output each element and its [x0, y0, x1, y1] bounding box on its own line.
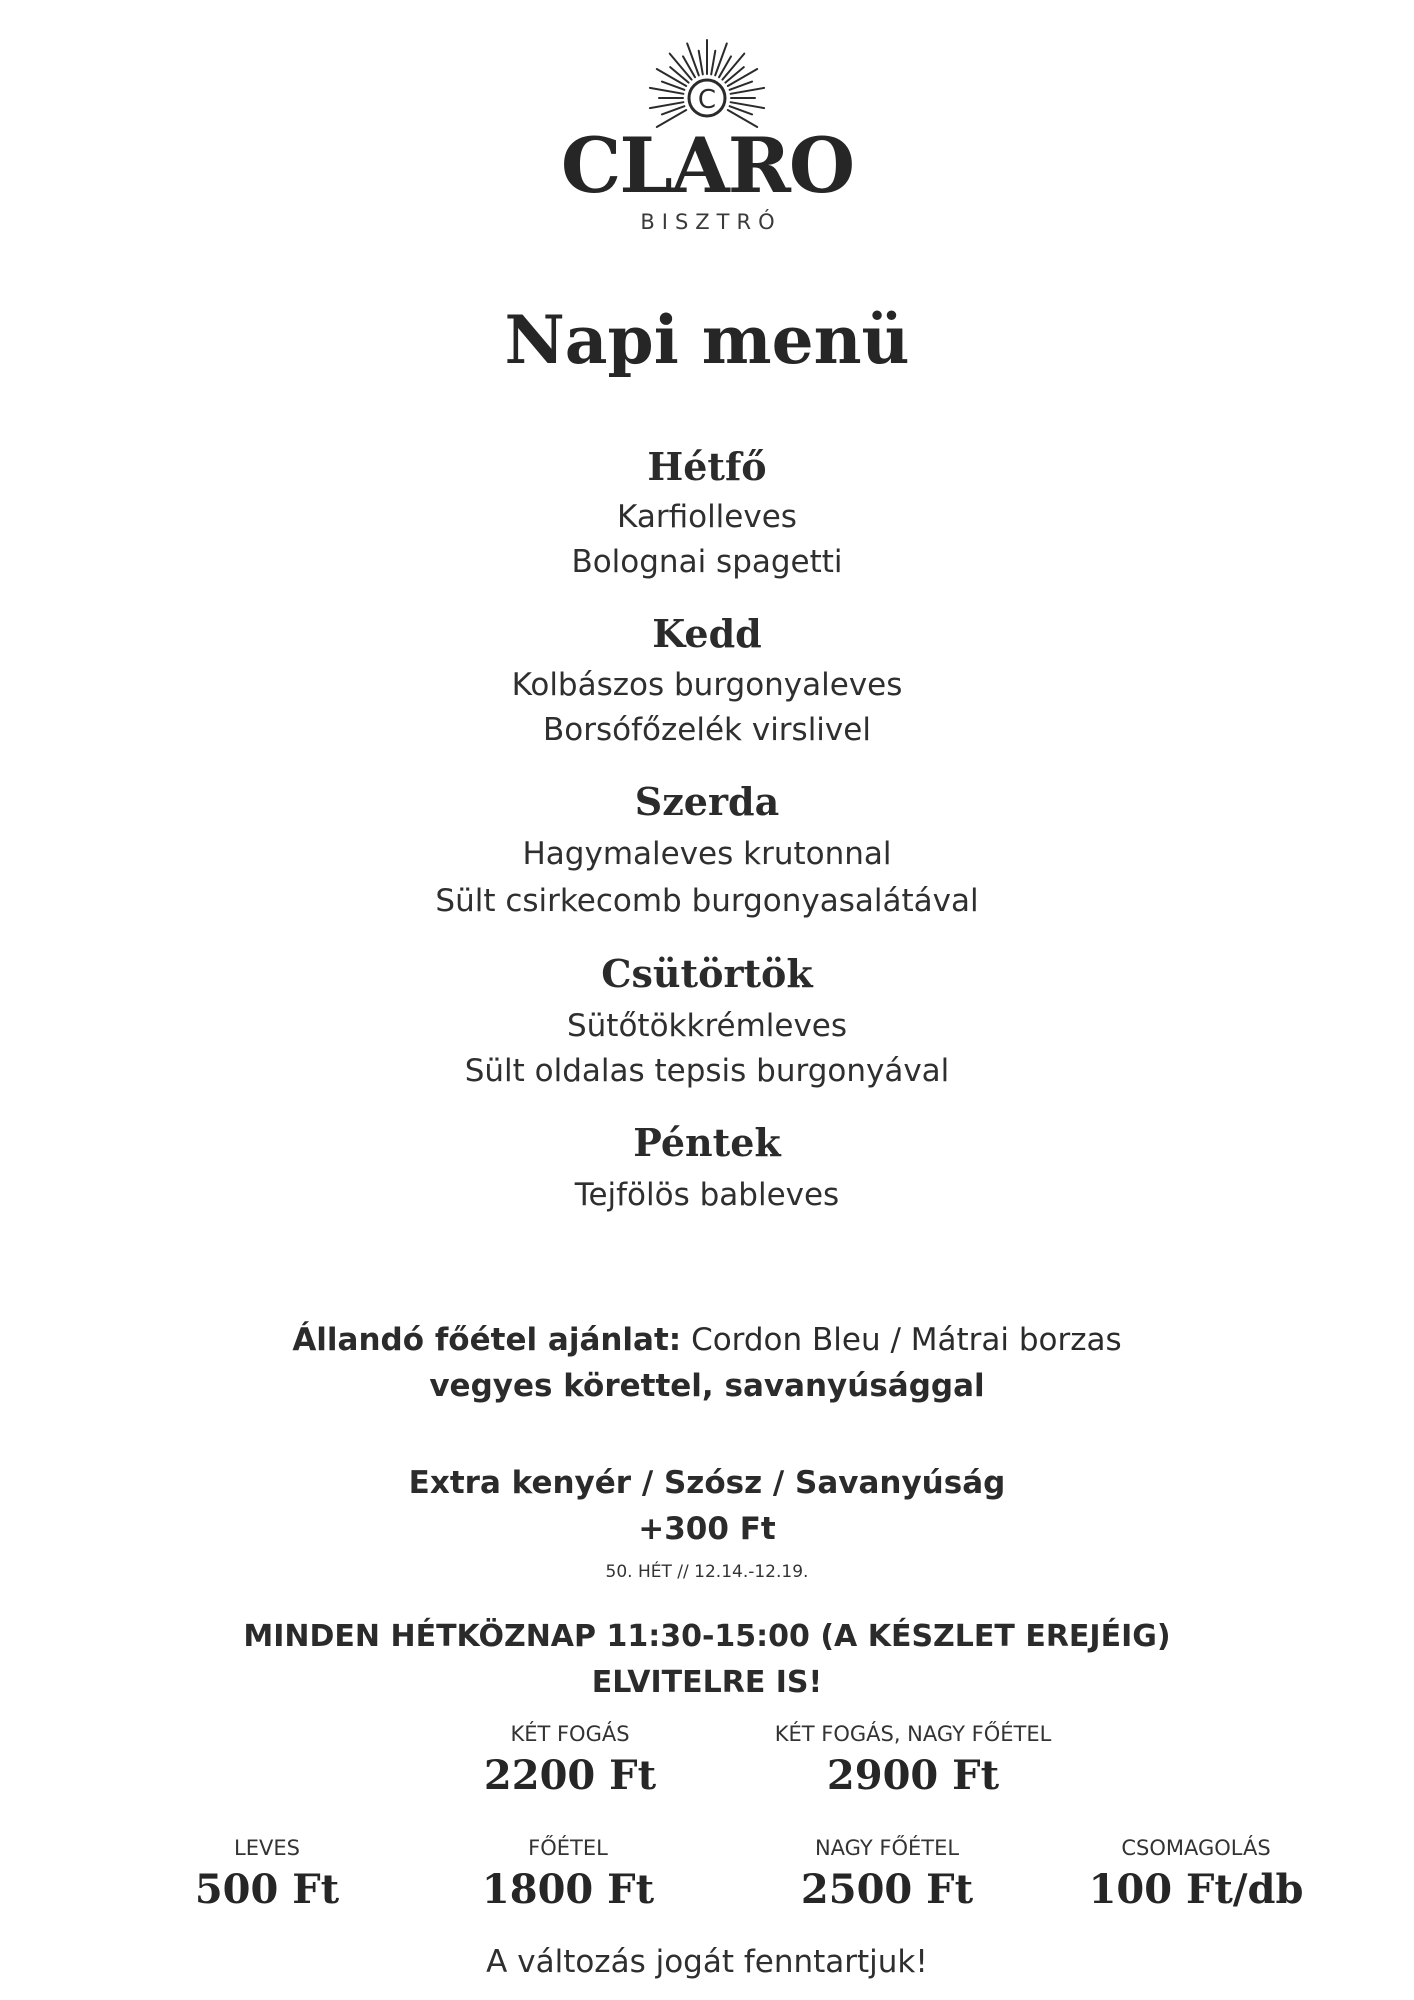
takeaway-notice: ELVITELRE IS! [591, 1665, 823, 1700]
wednesday-soup: Hagymaleves krutonnal [522, 836, 892, 872]
page-title: Napi menü [504, 301, 910, 379]
extras-label: Extra kenyér / Szósz / Savanyúság [408, 1465, 1006, 1501]
tuesday-soup: Kolbászos burgonyaleves [511, 667, 903, 703]
price-packaging [1036, 1836, 1356, 1914]
monday-main: Bolognai spagetti [571, 544, 843, 580]
sunburst-ray [731, 102, 765, 108]
price-value: 100 Ft/db [1088, 1866, 1304, 1913]
day-title-monday: Hétfő [647, 444, 767, 489]
price-value: 2900 Ft [826, 1752, 1000, 1799]
sunburst-ray [650, 88, 684, 94]
wednesday-main: Sült csirkecomb burgonyasalátával [435, 883, 979, 919]
price-soup [107, 1836, 427, 1914]
extras-price: +300 Ft [638, 1511, 776, 1547]
price-label: KÉT FOGÁS, NAGY FŐÉTEL [774, 1722, 1052, 1746]
price-label: NAGY FŐÉTEL [814, 1836, 960, 1860]
day-title-friday: Péntek [633, 1120, 781, 1165]
sunburst-ray [687, 44, 699, 76]
price-value: 2500 Ft [800, 1866, 974, 1913]
day-title-tuesday: Kedd [652, 611, 762, 656]
brand-name: CLARO [560, 121, 854, 210]
permanent-offer-label: Állandó főétel ajánlat: [292, 1322, 682, 1358]
sunburst-ray [711, 51, 715, 75]
sunburst-ray [650, 102, 684, 108]
monday-soup: Karfiolleves [617, 499, 797, 535]
logo-letter: C [697, 85, 717, 115]
friday-soup: Tejfölös bableves [574, 1177, 840, 1213]
price-value: 500 Ft [194, 1866, 340, 1913]
day-title-wednesday: Szerda [634, 779, 780, 824]
permanent-offer-line2: vegyes körettel, savanyúsággal [429, 1368, 985, 1404]
sunburst-ray [725, 67, 743, 83]
sunburst-ray [731, 88, 765, 94]
price-label: LEVES [234, 1836, 300, 1860]
day-title-thursday: Csütörtök [601, 951, 813, 996]
price-large-main [727, 1836, 1047, 1914]
price-value: 2200 Ft [483, 1752, 657, 1799]
sunburst-ray [699, 51, 703, 75]
price-label: KÉT FOGÁS [510, 1722, 630, 1746]
combo-price-two-courses-large [733, 1722, 1093, 1800]
permanent-offer-dishes: Cordon Bleu / Mátrai borzas [691, 1322, 1122, 1358]
thursday-soup: Sütőtökkrémleves [566, 1008, 848, 1044]
week-label: 50. HÉT // 12.14.-12.19. [605, 1562, 809, 1582]
sunburst-ray [715, 44, 727, 76]
permanent-offer-line1 [0, 1317, 1414, 1363]
thursday-main: Sült oldalas tepsis burgonyával [464, 1053, 950, 1089]
sunburst-ray [670, 67, 688, 83]
brand-subtitle: BISZTRÓ [640, 210, 782, 234]
price-main [408, 1836, 728, 1914]
price-value: 1800 Ft [481, 1866, 655, 1913]
price-label: CSOMAGOLÁS [1121, 1836, 1271, 1860]
price-label: FŐÉTEL [528, 1836, 608, 1860]
hours-notice: MINDEN HÉTKÖZNAP 11:30-15:00 (A KÉSZLET EREJÉIG) [243, 1619, 1171, 1654]
disclaimer: A változás jogát fenntartjuk! [486, 1944, 928, 1980]
combo-price-two-courses [410, 1722, 730, 1800]
tuesday-main: Borsófőzelék virslivel [543, 712, 871, 748]
